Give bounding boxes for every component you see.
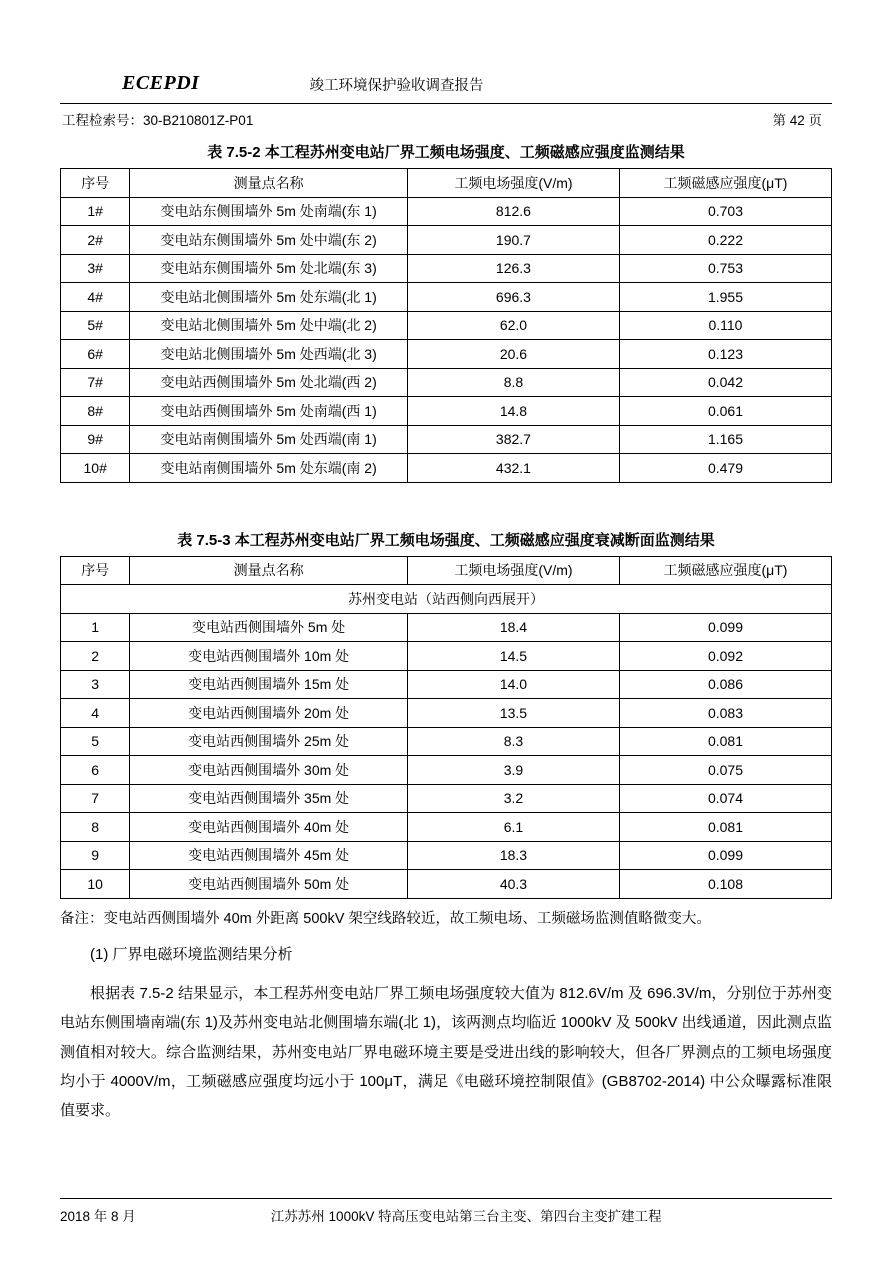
table-row xyxy=(61,340,832,369)
column-header: 测量点名称 xyxy=(130,556,408,585)
cell-efield: 18.3 xyxy=(407,841,619,870)
table-row xyxy=(61,813,832,842)
table-row xyxy=(61,699,832,728)
page-number: 第 42 页 xyxy=(772,113,822,128)
company-logo: ECEPDI xyxy=(122,72,200,94)
cell-efield: 432.1 xyxy=(407,454,619,483)
cell-efield: 13.5 xyxy=(407,699,619,728)
cell-no: 3# xyxy=(61,254,130,283)
cell-bfield: 0.099 xyxy=(619,841,831,870)
cell-name: 变电站西侧围墙外 5m 处北端(西 2) xyxy=(130,368,408,397)
table-row xyxy=(61,197,832,226)
footer-date: 2018 年 8 月 xyxy=(60,1209,136,1224)
cell-efield: 62.0 xyxy=(407,311,619,340)
cell-bfield: 0.110 xyxy=(619,311,831,340)
table-row xyxy=(61,283,832,312)
table-row xyxy=(61,425,832,454)
cell-efield: 190.7 xyxy=(407,226,619,255)
cell-efield: 14.0 xyxy=(407,670,619,699)
cell-name: 变电站南侧围墙外 5m 处西端(南 1) xyxy=(130,425,408,454)
cell-name: 变电站西侧围墙外 25m 处 xyxy=(130,727,408,756)
column-header: 工频磁感应强度(μT) xyxy=(619,169,831,198)
cell-efield: 3.9 xyxy=(407,756,619,785)
table-752 xyxy=(60,168,832,483)
cell-bfield: 0.703 xyxy=(619,197,831,226)
table-row xyxy=(61,368,832,397)
cell-efield: 40.3 xyxy=(407,870,619,899)
cell-name: 变电站北侧围墙外 5m 处中端(北 2) xyxy=(130,311,408,340)
cell-name: 变电站西侧围墙外 5m 处 xyxy=(130,613,408,642)
column-header: 工频磁感应强度(μT) xyxy=(619,556,831,585)
cell-name: 变电站西侧围墙外 10m 处 xyxy=(130,642,408,671)
table-row xyxy=(61,870,832,899)
cell-name: 变电站西侧围墙外 5m 处南端(西 1) xyxy=(130,397,408,426)
cell-name: 变电站北侧围墙外 5m 处西端(北 3) xyxy=(130,340,408,369)
cell-no: 7# xyxy=(61,368,130,397)
table-753-note: 备注：变电站西侧围墙外 40m 外距离 500kV 架空线路较近，故工频电场、工频磁场监测值略微变大。 xyxy=(60,910,711,927)
cell-bfield: 0.108 xyxy=(619,870,831,899)
analysis-paragraph: 根据表 7.5-2 结果显示，本工程苏州变电站厂界工频电场强度较大值为 812.6V/m 及 696.3V/m，分别位于苏州变电站东侧围墙南端(东 1)及苏州变电站北侧围墙东端(北 1)，该两测点均临近 1000kV 及 500kV 出线通道，因此测点监测值相对较大。综合监测结果，苏州变电站厂界电磁环境主要是受进出线的影响较大，但各厂界测点的工频电场强度均小于 4000V/m，工频磁感应强度均远小于 100μT，满足《电磁环境控制限值》(GB8702-2014) 中公众曝露标准限值要求。 xyxy=(60,985,832,1120)
cell-name: 变电站东侧围墙外 5m 处中端(东 2) xyxy=(130,226,408,255)
table-row xyxy=(61,613,832,642)
cell-bfield: 0.123 xyxy=(619,340,831,369)
table-row xyxy=(61,784,832,813)
cell-no: 5# xyxy=(61,311,130,340)
cell-no: 10# xyxy=(61,454,130,483)
table-row xyxy=(61,454,832,483)
cell-no: 3 xyxy=(61,670,130,699)
cell-no: 10 xyxy=(61,870,130,899)
column-header: 工频电场强度(V/m) xyxy=(407,556,619,585)
cell-name: 变电站南侧围墙外 5m 处东端(南 2) xyxy=(130,454,408,483)
cell-bfield: 0.753 xyxy=(619,254,831,283)
cell-bfield: 0.086 xyxy=(619,670,831,699)
footer-divider xyxy=(60,1198,832,1199)
cell-bfield: 0.081 xyxy=(619,727,831,756)
table-row xyxy=(61,397,832,426)
cell-efield: 20.6 xyxy=(407,340,619,369)
cell-efield: 3.2 xyxy=(407,784,619,813)
cell-bfield: 1.165 xyxy=(619,425,831,454)
cell-no: 7 xyxy=(61,784,130,813)
column-header: 工频电场强度(V/m) xyxy=(407,169,619,198)
table-row xyxy=(61,311,832,340)
cell-bfield: 0.222 xyxy=(619,226,831,255)
cell-efield: 8.3 xyxy=(407,727,619,756)
analysis-heading: (1) 厂界电磁环境监测结果分析 xyxy=(90,945,293,963)
cell-bfield: 0.061 xyxy=(619,397,831,426)
cell-no: 4# xyxy=(61,283,130,312)
cell-no: 5 xyxy=(61,727,130,756)
table-752-caption: 表 7.5-2 本工程苏州变电站厂界工频电场强度、工频磁感应强度监测结果 xyxy=(207,144,685,161)
cell-no: 2# xyxy=(61,226,130,255)
cell-efield: 14.5 xyxy=(407,642,619,671)
header-title: 竣工环境保护验收调查报告 xyxy=(309,78,484,94)
cell-efield: 382.7 xyxy=(407,425,619,454)
cell-no: 6 xyxy=(61,756,130,785)
cell-name: 变电站西侧围墙外 35m 处 xyxy=(130,784,408,813)
cell-efield: 8.8 xyxy=(407,368,619,397)
cell-efield: 18.4 xyxy=(407,613,619,642)
table-header-row xyxy=(61,169,832,198)
table-row xyxy=(61,226,832,255)
cell-bfield: 0.479 xyxy=(619,454,831,483)
table-row xyxy=(61,642,832,671)
cell-bfield: 0.099 xyxy=(619,613,831,642)
cell-name: 变电站西侧围墙外 45m 处 xyxy=(130,841,408,870)
cell-name: 变电站西侧围墙外 15m 处 xyxy=(130,670,408,699)
cell-bfield: 0.083 xyxy=(619,699,831,728)
cell-bfield: 0.074 xyxy=(619,784,831,813)
cell-name: 变电站东侧围墙外 5m 处北端(东 3) xyxy=(130,254,408,283)
table-header-row xyxy=(61,556,832,585)
cell-no: 4 xyxy=(61,699,130,728)
cell-bfield: 1.955 xyxy=(619,283,831,312)
document-header xyxy=(60,72,832,95)
document-subheader xyxy=(60,104,832,129)
table-row xyxy=(61,254,832,283)
cell-name: 变电站西侧围墙外 30m 处 xyxy=(130,756,408,785)
cell-efield: 812.6 xyxy=(407,197,619,226)
column-header: 序号 xyxy=(61,556,130,585)
cell-no: 8# xyxy=(61,397,130,426)
cell-name: 变电站西侧围墙外 40m 处 xyxy=(130,813,408,842)
table-row xyxy=(61,841,832,870)
table-row xyxy=(61,727,832,756)
cell-no: 1# xyxy=(61,197,130,226)
cell-no: 9 xyxy=(61,841,130,870)
cell-bfield: 0.081 xyxy=(619,813,831,842)
cell-bfield: 0.042 xyxy=(619,368,831,397)
column-header: 序号 xyxy=(61,169,130,198)
table-753-caption: 表 7.5-3 本工程苏州变电站厂界工频电场强度、工频磁感应强度衰减断面监测结果 xyxy=(177,531,715,549)
footer-project: 江苏苏州 1000kV 特高压变电站第三台主变、第四台主变扩建工程 xyxy=(270,1209,662,1224)
cell-bfield: 0.092 xyxy=(619,642,831,671)
cell-efield: 696.3 xyxy=(407,283,619,312)
cell-no: 8 xyxy=(61,813,130,842)
doc-number: 工程检索号：30-B210801Z-P01 xyxy=(62,113,254,128)
cell-name: 变电站西侧围墙外 20m 处 xyxy=(130,699,408,728)
table-row xyxy=(61,756,832,785)
cell-bfield: 0.075 xyxy=(619,756,831,785)
cell-efield: 6.1 xyxy=(407,813,619,842)
cell-no: 6# xyxy=(61,340,130,369)
column-header: 测量点名称 xyxy=(130,169,408,198)
cell-no: 2 xyxy=(61,642,130,671)
document-footer xyxy=(60,1198,832,1225)
cell-efield: 126.3 xyxy=(407,254,619,283)
section-title: 苏州变电站（站西侧向西展开） xyxy=(61,585,832,614)
cell-name: 变电站北侧围墙外 5m 处东端(北 1) xyxy=(130,283,408,312)
cell-no: 9# xyxy=(61,425,130,454)
table-row xyxy=(61,670,832,699)
cell-no: 1 xyxy=(61,613,130,642)
table-753 xyxy=(60,556,832,899)
cell-name: 变电站东侧围墙外 5m 处南端(东 1) xyxy=(130,197,408,226)
cell-name: 变电站西侧围墙外 50m 处 xyxy=(130,870,408,899)
table-section-row xyxy=(61,585,832,614)
cell-efield: 14.8 xyxy=(407,397,619,426)
